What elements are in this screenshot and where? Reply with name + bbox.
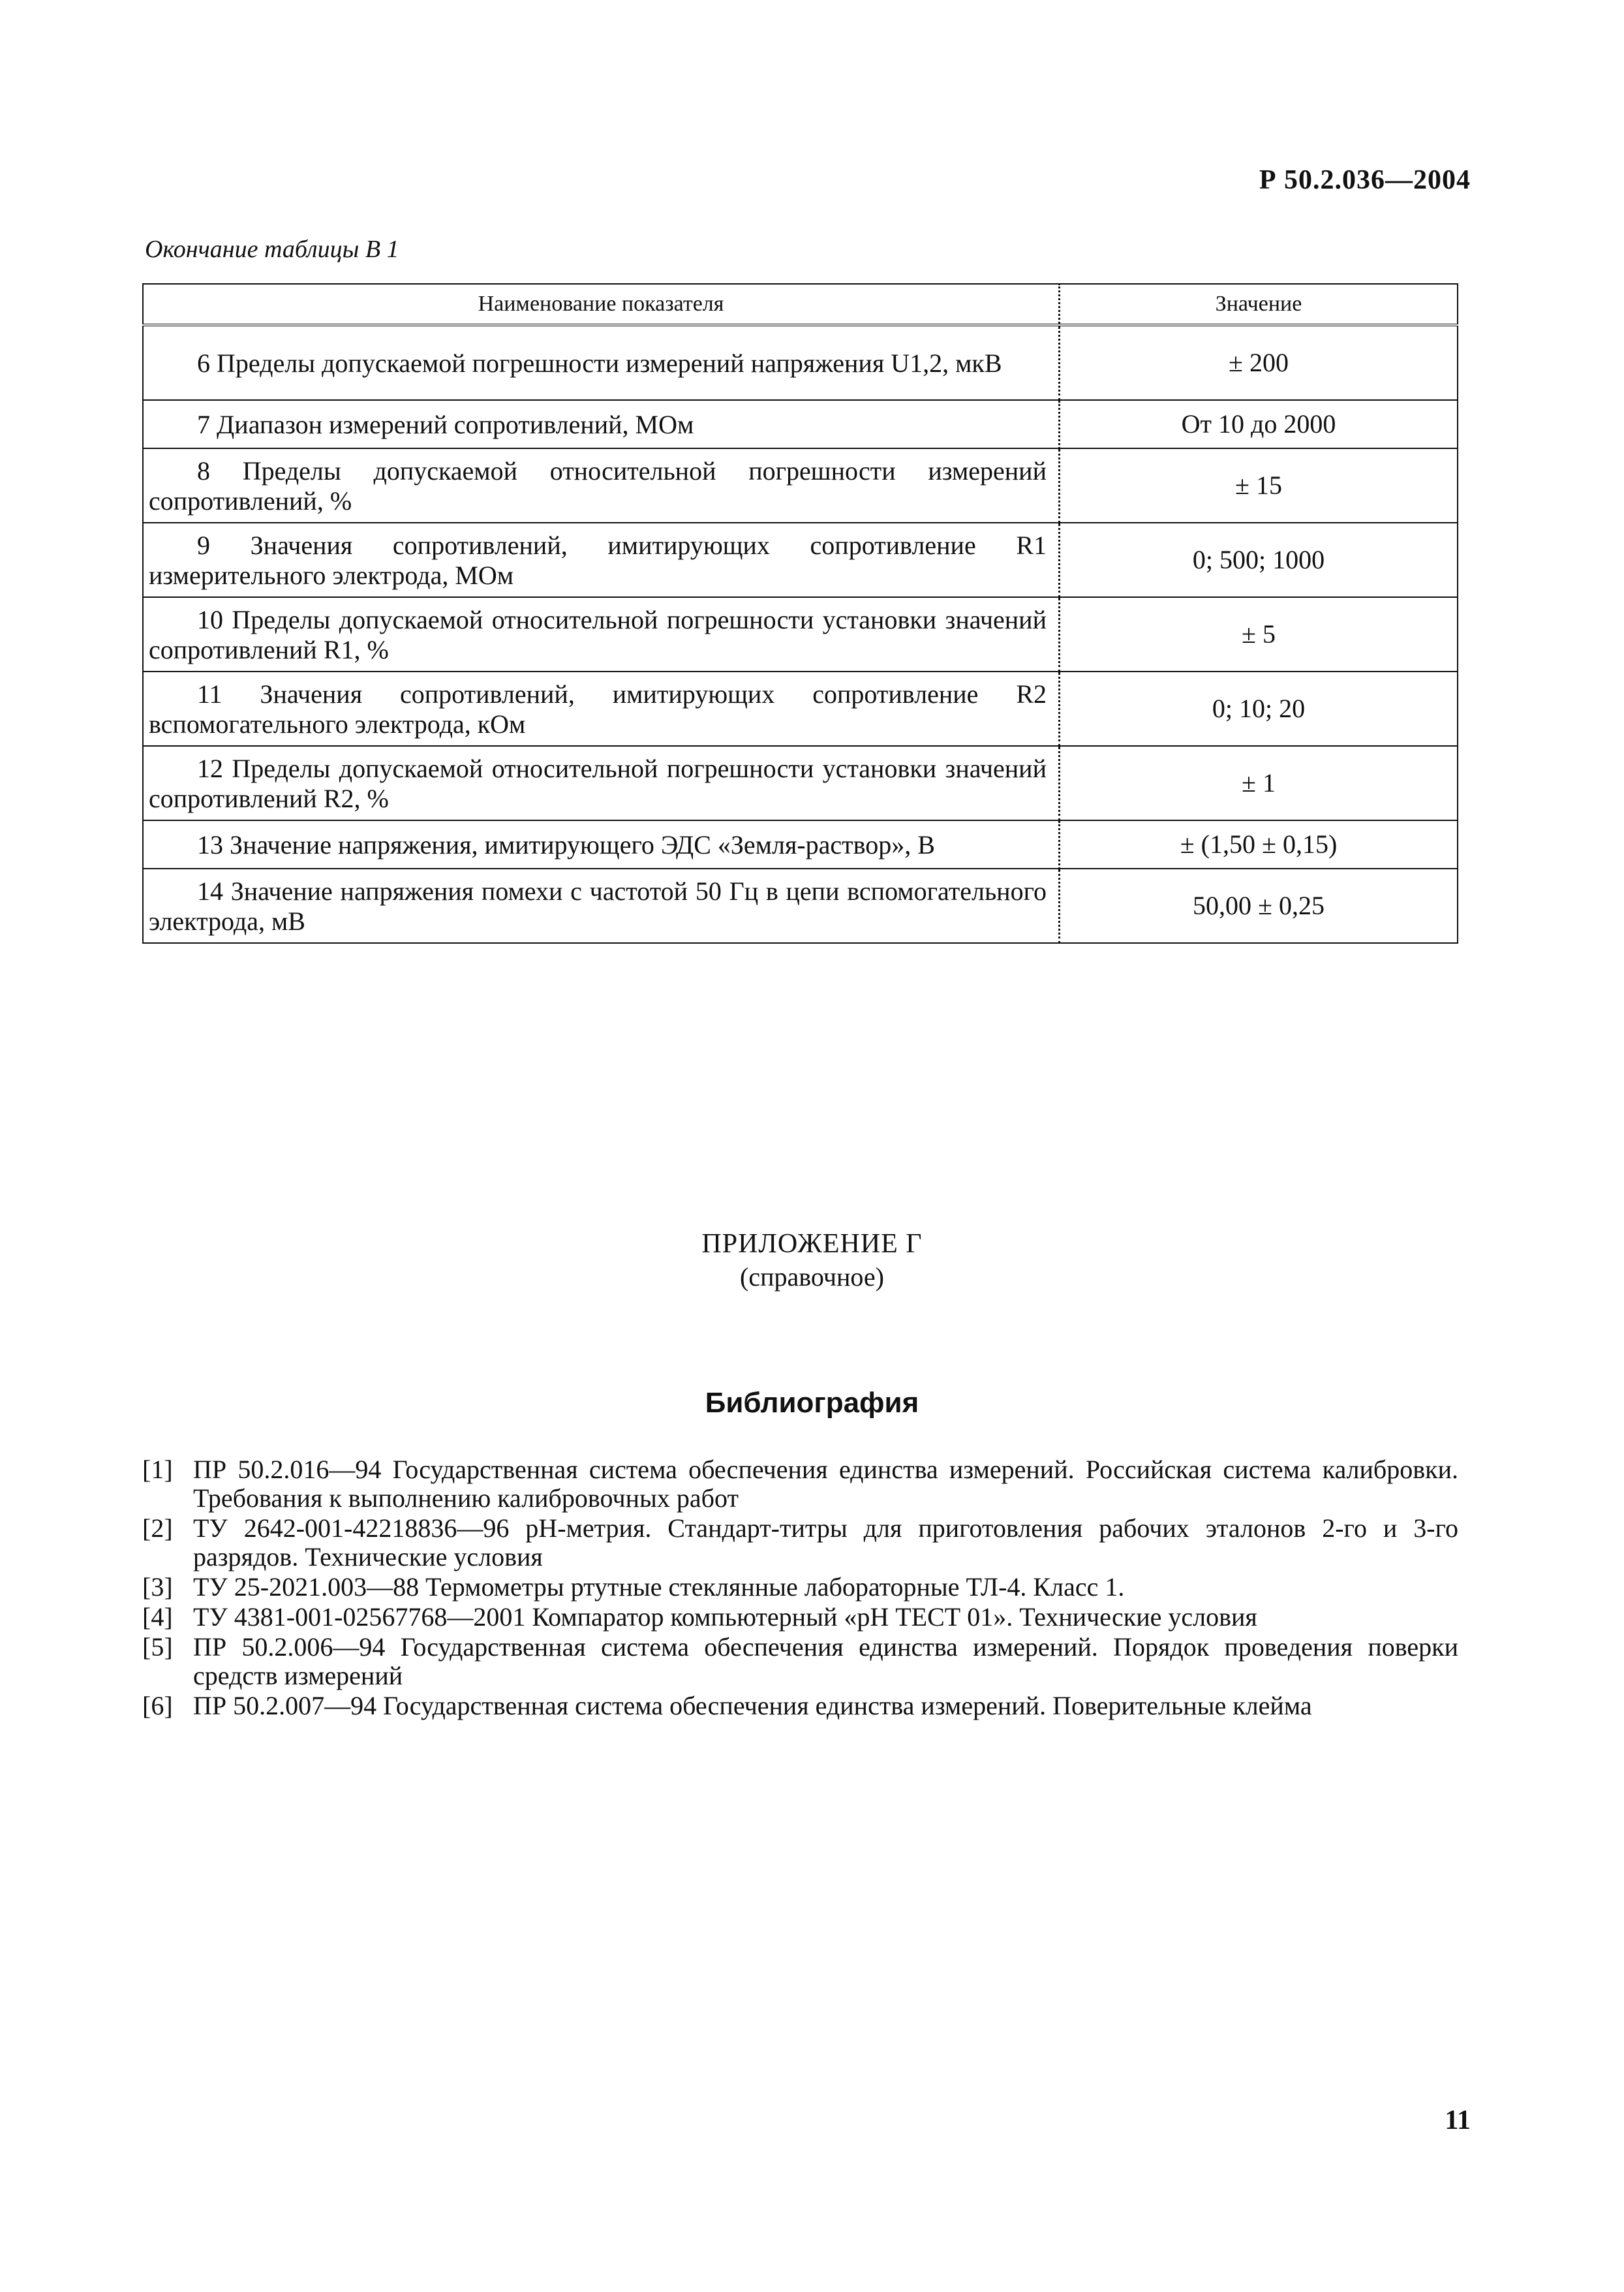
appendix-heading <box>0 1227 1624 1293</box>
row-name-cell <box>143 400 1060 448</box>
bibliography-item <box>142 1692 1458 1720</box>
row-name-text: 9 Значения сопротивлений, имитирующих сопротивление R1 измерительного электрода, МОм <box>149 531 1047 590</box>
row-name-cell <box>143 869 1060 943</box>
row-name-cell <box>143 597 1060 672</box>
bibliography-item-text: ПР 50.2.006—94 Государственная система обеспечения единства измерений. Порядок проведения поверки средств измерений <box>193 1632 1458 1690</box>
row-name-text: 6 Пределы допускаемой погрешности измерений напряжения U1,2, мкВ <box>197 348 1002 378</box>
bibliography-item-number: [6] <box>142 1691 173 1720</box>
row-name-text: 8 Пределы допускаемой относительной погрешности измерений сопротивлений, % <box>149 456 1047 516</box>
row-value-cell: ± 200 <box>1060 325 1458 400</box>
row-name-cell <box>143 448 1060 523</box>
bibliography-item <box>142 1573 1458 1602</box>
table-header-row <box>143 284 1458 325</box>
appendix-subtitle: (справочное) <box>740 1262 884 1292</box>
column-header-value: Значение <box>1060 284 1458 325</box>
row-name-cell <box>143 746 1060 820</box>
row-value-cell: 50,00 ± 0,25 <box>1060 869 1458 943</box>
table-caption: Окончание таблицы В 1 <box>145 236 399 263</box>
column-header-name: Наименование показателя <box>143 284 1060 325</box>
row-name-text: 11 Значения сопротивлений, имитирующих сопротивление R2 вспомогательного электрода, кОм <box>149 679 1047 739</box>
bibliography-item-number: [3] <box>142 1572 173 1602</box>
bibliography-title: Библиография <box>705 1387 919 1419</box>
table-row <box>143 869 1458 943</box>
bibliography-item-number: [2] <box>142 1513 173 1543</box>
row-name-cell <box>143 325 1060 400</box>
table-row <box>143 820 1458 869</box>
table-row <box>143 400 1458 448</box>
bibliography-item-text: ПР 50.2.016—94 Государственная система обеспечения единства измерений. Российская система калибровки. Требования к выполнению калибровочных работ <box>193 1455 1458 1513</box>
table-row <box>143 448 1458 523</box>
bibliography-item-text: ТУ 2642-001-42218836—96 рН-метрия. Стандарт-титры для приготовления рабочих эталонов 2-го и 3-го разрядов. Технические условия <box>193 1513 1458 1572</box>
table-row <box>143 325 1458 400</box>
row-name-text: 13 Значение напряжения, имитирующего ЭДС «Земля-раствор», В <box>197 830 935 860</box>
row-value-cell: ± (1,50 ± 0,15) <box>1060 820 1458 869</box>
row-value-cell: 0; 500; 1000 <box>1060 523 1458 597</box>
document-number: Р 50.2.036—2004 <box>1259 165 1471 195</box>
page-number: 11 <box>1445 2105 1471 2135</box>
row-value-cell: 0; 10; 20 <box>1060 672 1458 746</box>
table-row <box>143 597 1458 672</box>
row-value-cell: ± 5 <box>1060 597 1458 672</box>
bibliography-item <box>142 1603 1458 1632</box>
row-value-cell: ± 1 <box>1060 746 1458 820</box>
bibliography-item-text: ТУ 4381-001-02567768—2001 Компаратор компьютерный «рН ТЕСТ 01». Технические условия <box>193 1602 1257 1632</box>
bibliography-list <box>142 1455 1458 1722</box>
appendix-title: ПРИЛОЖЕНИЕ Г <box>701 1229 923 1259</box>
row-name-text: 10 Пределы допускаемой относительной погрешности установки значений сопротивлений R1, % <box>149 605 1047 664</box>
table-row <box>143 523 1458 597</box>
row-value-cell: От 10 до 2000 <box>1060 400 1458 448</box>
row-name-cell <box>143 523 1060 597</box>
row-name-cell <box>143 672 1060 746</box>
bibliography-item-number: [5] <box>142 1632 173 1662</box>
row-name-text: 12 Пределы допускаемой относительной погрешности установки значений сопротивлений R2, % <box>149 754 1047 813</box>
bibliography-item-number: [1] <box>142 1455 173 1484</box>
bibliography-item <box>142 1514 1458 1572</box>
bibliography-item-text: ТУ 25-2021.003—88 Термометры ртутные стеклянные лабораторные ТЛ-4. Класс 1. <box>193 1572 1125 1602</box>
bibliography-item <box>142 1455 1458 1513</box>
bibliography-item-text: ПР 50.2.007—94 Государственная система обеспечения единства измерений. Поверительные клейма <box>193 1691 1312 1720</box>
row-value-cell: ± 15 <box>1060 448 1458 523</box>
table-row <box>143 672 1458 746</box>
row-name-text: 7 Диапазон измерений сопротивлений, МОм <box>197 410 694 439</box>
bibliography-item <box>142 1633 1458 1690</box>
specification-table <box>142 283 1458 944</box>
bibliography-item-number: [4] <box>142 1602 173 1632</box>
table-row <box>143 746 1458 820</box>
row-name-cell <box>143 820 1060 869</box>
row-name-text: 14 Значение напряжения помехи с частотой 50 Гц в цепи вспомогательного электрода, мВ <box>149 876 1047 936</box>
